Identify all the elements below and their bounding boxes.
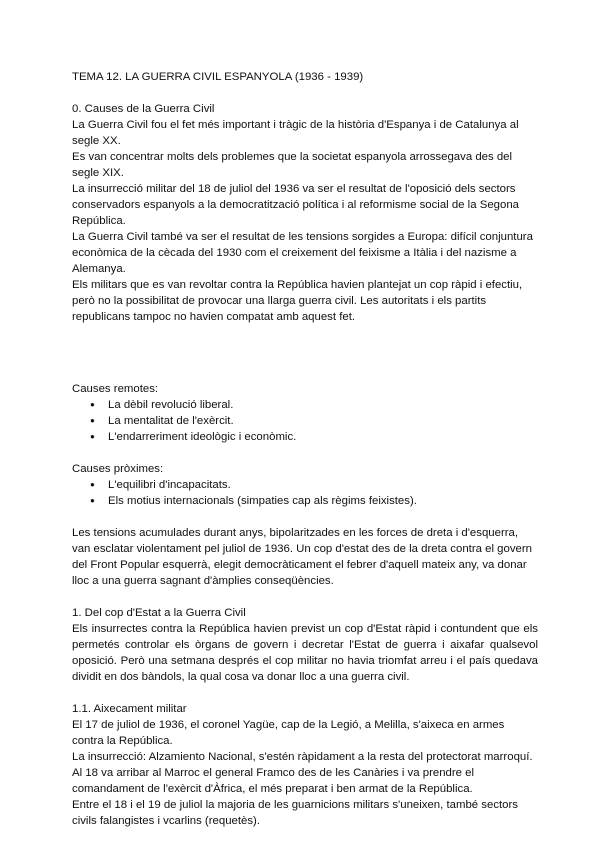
section-1-1-paragraph: Entre el 18 i el 19 de juliol la majoria de les guarnicions militars s'uneixen, també sectors civils falangistes i vcarlins (requetès).: [72, 799, 518, 827]
list-item: ● Els motius internacionals (simpaties cap als règims feixistes).: [72, 493, 538, 509]
section-1-paragraph: Els insurrectes contra la República havien previst un cop d'Estat ràpid i contundent que els permetés controlar els òrgans de govern i decretar l'Estat de guerra i aixafar qualsevol oposició. Però una setmana després el cop militar no havia triomfat arreu i el país quedava dividit en dos bàndols, la qual cosa va donar lloc a una guerra civil.: [72, 623, 538, 683]
blank-space: [72, 325, 538, 381]
section-1-1-paragraph: El 17 de juliol de 1936, el coronel Yagüe, cap de la Legió, a Melilla, s'aixeca en armes contra la República.: [72, 719, 505, 747]
near-causes-list: [72, 477, 538, 509]
remote-causes-list: [72, 397, 538, 445]
section-0-paragraph: La Guerra Civil fou el fet més important i tràgic de la història d'Espanya i de Catalunya al segle XX.: [72, 119, 519, 147]
list-item: ● La dèbil revolució liberal.: [72, 397, 538, 413]
section-1-1-paragraph: La insurrecció: Alzamiento Nacional, s'estén ràpidament a la resta del protectorat marroquí.: [72, 751, 533, 763]
section-0-paragraph: Els militars que es van revoltar contra la República havien plantejat un cop ràpid i efectiu, però no la possibilitat de provocar una llarga guerra civil. Les autoritats i els partits republicans tampoc no havien compatat amb aquest fet.: [72, 279, 523, 323]
blank-line: [72, 445, 538, 461]
section-0-paragraph: Es van concentrar molts dels problemes que la societat espanyola arrossegava des del segle XIX.: [72, 151, 513, 179]
section-1-1-heading: 1.1. Aixecament militar: [72, 703, 187, 715]
blank-line: [72, 589, 538, 605]
section-1-heading: 1. Del cop d'Estat a la Guerra Civil: [72, 607, 246, 619]
document-title: TEMA 12. LA GUERRA CIVIL ESPANYOLA (1936 - 1939): [72, 71, 364, 83]
blank-line: [72, 685, 538, 701]
list-item: ● La mentalitat de l'exèrcit.: [72, 413, 538, 429]
section-1-1-paragraph: Al 18 va arribar al Marroc el general Framco des de les Canàries i va prendre el comandament de l'exèrcit d'Àfrica, el més preparat i ben armat de la República.: [72, 767, 475, 795]
section-0-paragraph: La Guerra Civil també va ser el resultat de les tensions sorgides a Europa: difícil conjuntura econòmica de la cècada del 1930 com el creixement del feixisme a Itàlia i del nazisme a Alemanya.: [72, 231, 533, 275]
list-item: ● L'equilibri d'incapacitats.: [72, 477, 538, 493]
tensions-paragraph: Les tensions acumulades durant anys, bipolaritzades en les forces de dreta i d'esquerra, van esclatar violentament pel juliol de 1936. Un cop d'estat des de la dreta contra el govern del Front Popular esquerrà, elegit democràticament el febrer d'aquell mateix any, va donar lloc a una guerra sagnant d'àmplies conseqüències.: [72, 527, 532, 587]
blank-line: [72, 509, 538, 525]
list-item: ● L'endarreriment ideològic i econòmic.: [72, 429, 538, 445]
remote-causes-heading: Causes remotes:: [72, 383, 159, 395]
section-0-paragraph: La insurrecció militar del 18 de juliol del 1936 va ser el resultat de l'oposició dels sectors conservadors espanyols a la democratització política i al reformisme social de la Segona República.: [72, 183, 519, 227]
section-0-heading: 0. Causes de la Guerra Civil: [72, 103, 215, 115]
document-page: [72, 69, 538, 829]
near-causes-heading: Causes pròximes:: [72, 463, 164, 475]
